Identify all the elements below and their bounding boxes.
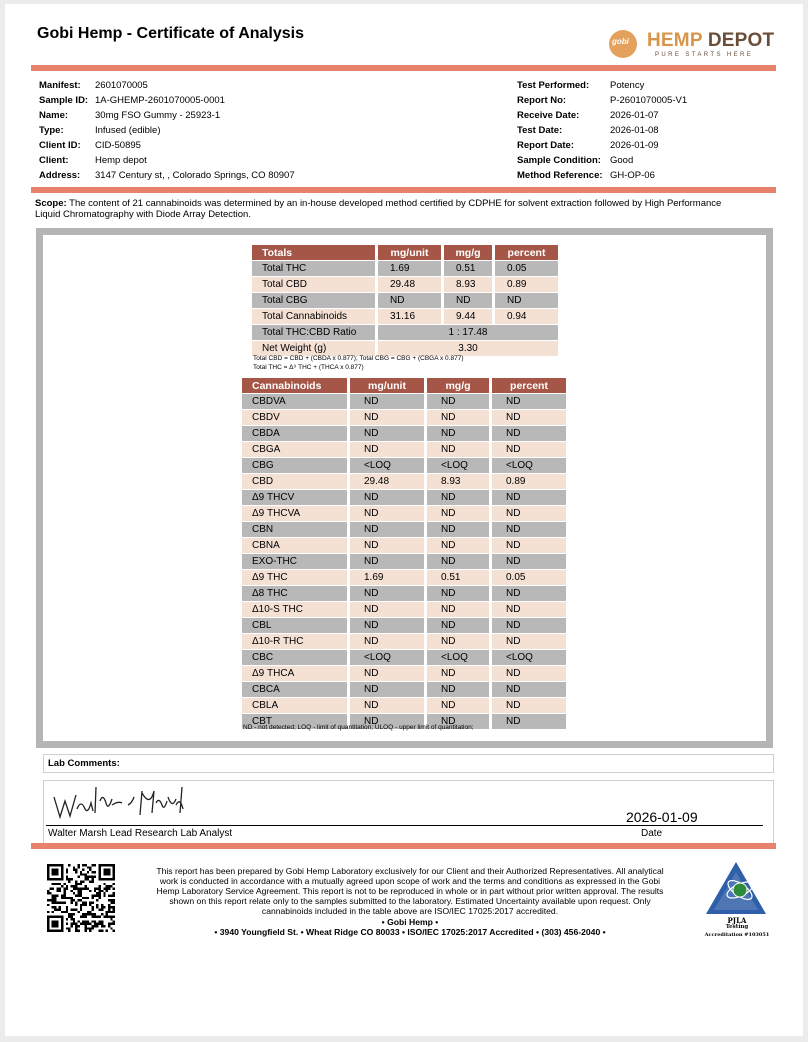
cell-mg-g: ND xyxy=(427,506,489,521)
signature-date: 2026-01-09 xyxy=(626,809,698,825)
analyte-name: CBC xyxy=(242,650,347,665)
analyte-name: Δ9 THC xyxy=(242,570,347,585)
analyst-name: Walter Marsh Lead Research Lab Analyst xyxy=(48,828,233,839)
sample-info-row xyxy=(39,78,295,93)
table-row xyxy=(242,586,566,601)
cell-mg-g: ND xyxy=(427,522,489,537)
accent-bar-bottom xyxy=(31,843,776,849)
cell-mg-unit: <LOQ xyxy=(350,650,424,665)
analyte-name: Δ9 THCV xyxy=(242,490,347,505)
info-label: Test Date: xyxy=(517,125,563,136)
signature-line xyxy=(46,825,763,826)
percent-header: percent xyxy=(492,378,566,393)
info-label: Sample Condition: xyxy=(517,155,601,166)
info-label: Report No: xyxy=(517,95,567,106)
cell-mg-unit: ND xyxy=(350,538,424,553)
info-value: 30mg FSO Gummy - 25923-1 xyxy=(95,110,221,121)
analyte-name: CBD xyxy=(242,474,347,489)
report-info-row xyxy=(517,93,687,108)
cell-percent: ND xyxy=(492,490,566,505)
table-row xyxy=(242,682,566,697)
sample-info-row xyxy=(39,93,295,108)
cell-mg-g: 0.51 xyxy=(427,570,489,585)
cell-mg-unit: ND xyxy=(350,522,424,537)
accent-bar-top xyxy=(31,65,776,71)
page-title: Gobi Hemp - Certificate of Analysis xyxy=(37,25,305,42)
mg-unit-header: mg/unit xyxy=(350,378,424,393)
cell-mg-g: 0.51 xyxy=(444,261,492,276)
info-label: Test Performed: xyxy=(517,80,590,91)
report-info-row xyxy=(517,123,687,138)
totals-table xyxy=(249,244,561,357)
cell-percent: ND xyxy=(492,506,566,521)
accent-bar-middle xyxy=(31,187,776,193)
pjla-number: Accreditation #103051 xyxy=(704,932,770,938)
cell-mg-g: ND xyxy=(427,426,489,441)
report-info-row xyxy=(517,108,687,123)
analyte-name: CBDA xyxy=(242,426,347,441)
table-row xyxy=(242,570,566,585)
cell-mg-unit: ND xyxy=(350,714,424,729)
cell-mg-unit: 29.48 xyxy=(350,474,424,489)
cell-mg-unit: ND xyxy=(350,506,424,521)
info-value: CID-50895 xyxy=(95,140,141,151)
table-row xyxy=(242,602,566,617)
merged-value: 3.30 xyxy=(378,341,558,356)
analyte-name: Δ8 THC xyxy=(242,586,347,601)
info-value: Hemp depot xyxy=(95,155,147,166)
cell-mg-unit: ND xyxy=(350,586,424,601)
cell-mg-unit: ND xyxy=(378,293,441,308)
cell-percent: <LOQ xyxy=(492,650,566,665)
info-label: Sample ID: xyxy=(39,95,89,106)
mg-unit-header: mg/unit xyxy=(378,245,441,260)
cell-mg-unit: 29.48 xyxy=(378,277,441,292)
table-row xyxy=(242,394,566,409)
hemp-depot-logo xyxy=(609,28,779,62)
cell-percent: ND xyxy=(492,682,566,697)
cell-mg-g: 8.93 xyxy=(444,277,492,292)
cell-mg-unit: 1.69 xyxy=(350,570,424,585)
analyte-name: CBT xyxy=(242,714,347,729)
cell-percent: ND xyxy=(492,410,566,425)
analyte-name: CBN xyxy=(242,522,347,537)
cell-mg-g: ND xyxy=(427,410,489,425)
cell-percent: ND xyxy=(492,442,566,457)
table-row xyxy=(242,474,566,489)
table-row xyxy=(242,458,566,473)
analyte-name: CBDVA xyxy=(242,394,347,409)
lab-comments: Lab Comments: xyxy=(43,754,774,773)
table-row xyxy=(242,410,566,425)
info-label: Report Date: xyxy=(517,140,575,151)
cell-percent: ND xyxy=(492,554,566,569)
table-row xyxy=(242,650,566,665)
cell-percent: 0.89 xyxy=(492,474,566,489)
cell-mg-g: ND xyxy=(427,682,489,697)
totals-header: Totals xyxy=(252,245,375,260)
info-label: Address: xyxy=(39,170,81,181)
table-row xyxy=(242,634,566,649)
cell-mg-unit: ND xyxy=(350,426,424,441)
table-row xyxy=(242,426,566,441)
info-label: Client ID: xyxy=(39,140,81,151)
cell-mg-g: ND xyxy=(427,602,489,617)
cell-mg-unit: ND xyxy=(350,698,424,713)
qr-code-icon xyxy=(47,864,115,932)
cell-mg-g: 8.93 xyxy=(427,474,489,489)
cell-mg-unit: ND xyxy=(350,666,424,681)
analyte-name: EXO-THC xyxy=(242,554,347,569)
info-value: Potency xyxy=(610,80,645,91)
cell-percent: ND xyxy=(492,538,566,553)
cell-mg-g: <LOQ xyxy=(427,458,489,473)
logo-tagline: PURE STARTS HERE xyxy=(655,52,754,58)
analyte-name: CBDV xyxy=(242,410,347,425)
signature-box xyxy=(43,780,774,844)
mg-g-header: mg/g xyxy=(427,378,489,393)
analyte-name: CBLA xyxy=(242,698,347,713)
info-value: P-2601070005-V1 xyxy=(610,95,688,106)
sample-info-row xyxy=(39,123,295,138)
cell-mg-unit: ND xyxy=(350,442,424,457)
report-info xyxy=(517,78,687,183)
table-row xyxy=(242,538,566,553)
analyte-name: Δ10-R THC xyxy=(242,634,347,649)
totals-formula: Total CBD = CBD + (CBDA x 0.877); Total CBG = CBG + (CBGA x 0.877) xyxy=(253,355,464,362)
sample-info-row xyxy=(39,138,295,153)
info-value: Good xyxy=(610,155,634,166)
info-label: Receive Date: xyxy=(517,110,580,121)
analyte-name: CBCA xyxy=(242,682,347,697)
info-value: 2026-01-07 xyxy=(610,110,659,121)
pjla-triangle-icon xyxy=(704,860,768,916)
info-value: 2026-01-09 xyxy=(610,140,659,151)
signature-image xyxy=(50,783,190,821)
info-label: Name: xyxy=(39,110,69,121)
analyte-name: Δ9 THCA xyxy=(242,666,347,681)
analyte-name: Δ9 THCVA xyxy=(242,506,347,521)
info-label: Method Reference: xyxy=(517,170,603,181)
cannabinoids-header: Cannabinoids xyxy=(242,378,347,393)
info-value: GH-OP-06 xyxy=(610,170,655,181)
cell-percent: ND xyxy=(495,293,558,308)
cell-mg-unit: ND xyxy=(350,410,424,425)
cell-mg-unit: ND xyxy=(350,554,424,569)
info-value: 2026-01-08 xyxy=(610,125,659,136)
merged-value: 1 : 17.48 xyxy=(378,325,558,340)
cell-percent: ND xyxy=(492,618,566,633)
thc-formula: Total THC = Δ⁹ THC + (THCA x 0.877) xyxy=(253,364,364,371)
cell-percent: ND xyxy=(492,426,566,441)
cell-percent: ND xyxy=(492,602,566,617)
cell-mg-g: 9.44 xyxy=(444,309,492,324)
cell-percent: ND xyxy=(492,634,566,649)
info-label: Client: xyxy=(39,155,69,166)
date-label: Date xyxy=(641,828,663,839)
pjla-testing: Testing xyxy=(725,924,749,930)
cell-mg-unit: ND xyxy=(350,634,424,649)
cell-percent: 0.05 xyxy=(492,570,566,585)
report-info-row xyxy=(517,78,687,93)
cell-percent: 0.89 xyxy=(495,277,558,292)
totals-row xyxy=(252,293,558,308)
cell-mg-g: ND xyxy=(427,490,489,505)
cell-percent: ND xyxy=(492,586,566,601)
cell-mg-unit: ND xyxy=(350,394,424,409)
table-row xyxy=(242,442,566,457)
report-info-row xyxy=(517,153,687,168)
sample-info-row xyxy=(39,153,295,168)
cell-percent: ND xyxy=(492,714,566,729)
info-value: 3147 Century st, , Colorado Springs, CO 80907 xyxy=(95,170,295,181)
cell-mg-g: ND xyxy=(427,634,489,649)
cell-mg-unit: ND xyxy=(350,682,424,697)
totals-row xyxy=(252,277,558,292)
cell-percent: <LOQ xyxy=(492,458,566,473)
table-row xyxy=(242,522,566,537)
table-row xyxy=(242,506,566,521)
cell-mg-unit: 1.69 xyxy=(378,261,441,276)
cell-mg-unit: <LOQ xyxy=(350,458,424,473)
cell-mg-g: <LOQ xyxy=(427,650,489,665)
cell-mg-unit: 31.16 xyxy=(378,309,441,324)
cell-percent: 0.94 xyxy=(495,309,558,324)
analyte-name: CBG xyxy=(242,458,347,473)
lab-address: • Gobi Hemp • • 3940 Youngfield St. • Wheat Ridge CO 80033 • ISO/IEC 17025:2017 Accredited • (303) 456-2040 • xyxy=(214,917,606,937)
analyte-name: CBGA xyxy=(242,442,347,457)
results-frame xyxy=(36,228,773,748)
certificate-page xyxy=(5,4,803,1036)
analyte-name: Total CBG xyxy=(252,293,375,308)
sample-info-row xyxy=(39,168,295,183)
sample-info xyxy=(39,78,295,183)
cell-percent: 0.05 xyxy=(495,261,558,276)
cell-mg-g: ND xyxy=(427,554,489,569)
analyte-name: Total THC xyxy=(252,261,375,276)
report-info-row xyxy=(517,168,687,183)
report-info-row xyxy=(517,138,687,153)
cell-mg-g: ND xyxy=(427,394,489,409)
table-row xyxy=(242,490,566,505)
scope-text: Scope: The content of 21 cannabinoids was determined by an in-house developed method certified by CDPHE for solvent extraction followed by High Performance Liquid Chromatography with Diode Array Detection. xyxy=(35,198,722,220)
cell-mg-unit: ND xyxy=(350,602,424,617)
gobi-badge-icon: gobi xyxy=(609,30,637,58)
cell-percent: ND xyxy=(492,698,566,713)
net-weight-row xyxy=(252,341,558,356)
table-legend: ND - not detected; LOQ - limit of quantitation; ULOQ - upper limit of quantitation; xyxy=(243,724,474,731)
analyte-name: Δ10-S THC xyxy=(242,602,347,617)
cell-mg-g: ND xyxy=(444,293,492,308)
pjla-accreditation-badge xyxy=(701,860,773,944)
totals-row xyxy=(252,309,558,324)
sample-info-row xyxy=(39,108,295,123)
table-row xyxy=(242,698,566,713)
info-value: Infused (edible) xyxy=(95,125,161,136)
cell-percent: ND xyxy=(492,522,566,537)
analyte-name: Total CBD xyxy=(252,277,375,292)
cell-mg-g: ND xyxy=(427,666,489,681)
table-row xyxy=(242,618,566,633)
cell-mg-g: ND xyxy=(427,586,489,601)
analyte-name: Total Cannabinoids xyxy=(252,309,375,324)
cell-mg-g: ND xyxy=(427,618,489,633)
analyte-name: Total THC:CBD Ratio xyxy=(252,325,375,340)
info-label: Manifest: xyxy=(39,80,81,91)
analyte-name: CBL xyxy=(242,618,347,633)
totals-row xyxy=(252,261,558,276)
table-row xyxy=(242,666,566,681)
cell-mg-unit: ND xyxy=(350,490,424,505)
cell-percent: ND xyxy=(492,666,566,681)
info-value: 2601070005 xyxy=(95,80,148,91)
cannabinoids-table xyxy=(239,377,569,730)
analyte-name: CBNA xyxy=(242,538,347,553)
cell-mg-unit: ND xyxy=(350,618,424,633)
table-row xyxy=(242,554,566,569)
analyte-name: Net Weight (g) xyxy=(252,341,375,356)
cell-mg-g: ND xyxy=(427,714,489,729)
info-label: Type: xyxy=(39,125,64,136)
cell-mg-g: ND xyxy=(427,698,489,713)
percent-header: percent xyxy=(495,245,558,260)
info-value: 1A-GHEMP-2601070005-0001 xyxy=(95,95,225,106)
cell-mg-g: ND xyxy=(427,442,489,457)
disclaimer-text: This report has been prepared by Gobi Hemp Laboratory exclusively for our Client and their Authorized Representatives. All analytical work is conducted in accordance with a mutually agreed upon scope of work and the terms and conditions as expressed in the Gobi Hemp Laboratory Service Agreement. This report is not to be reproduced in whole or in part without prior written approval. The results shown on this report relate only to the samples submitted to the laboratory. Estimated Uncertainty available upon request. Only cannabinoids included in the table above are ISO/IEC 17025:2017 accredited. xyxy=(156,866,664,916)
pjla-label: PJLA xyxy=(727,916,747,925)
ratio-row xyxy=(252,325,558,340)
cell-mg-g: ND xyxy=(427,538,489,553)
logo-brand: HEMP DEPOT xyxy=(647,30,775,51)
mg-g-header: mg/g xyxy=(444,245,492,260)
cell-percent: ND xyxy=(492,394,566,409)
